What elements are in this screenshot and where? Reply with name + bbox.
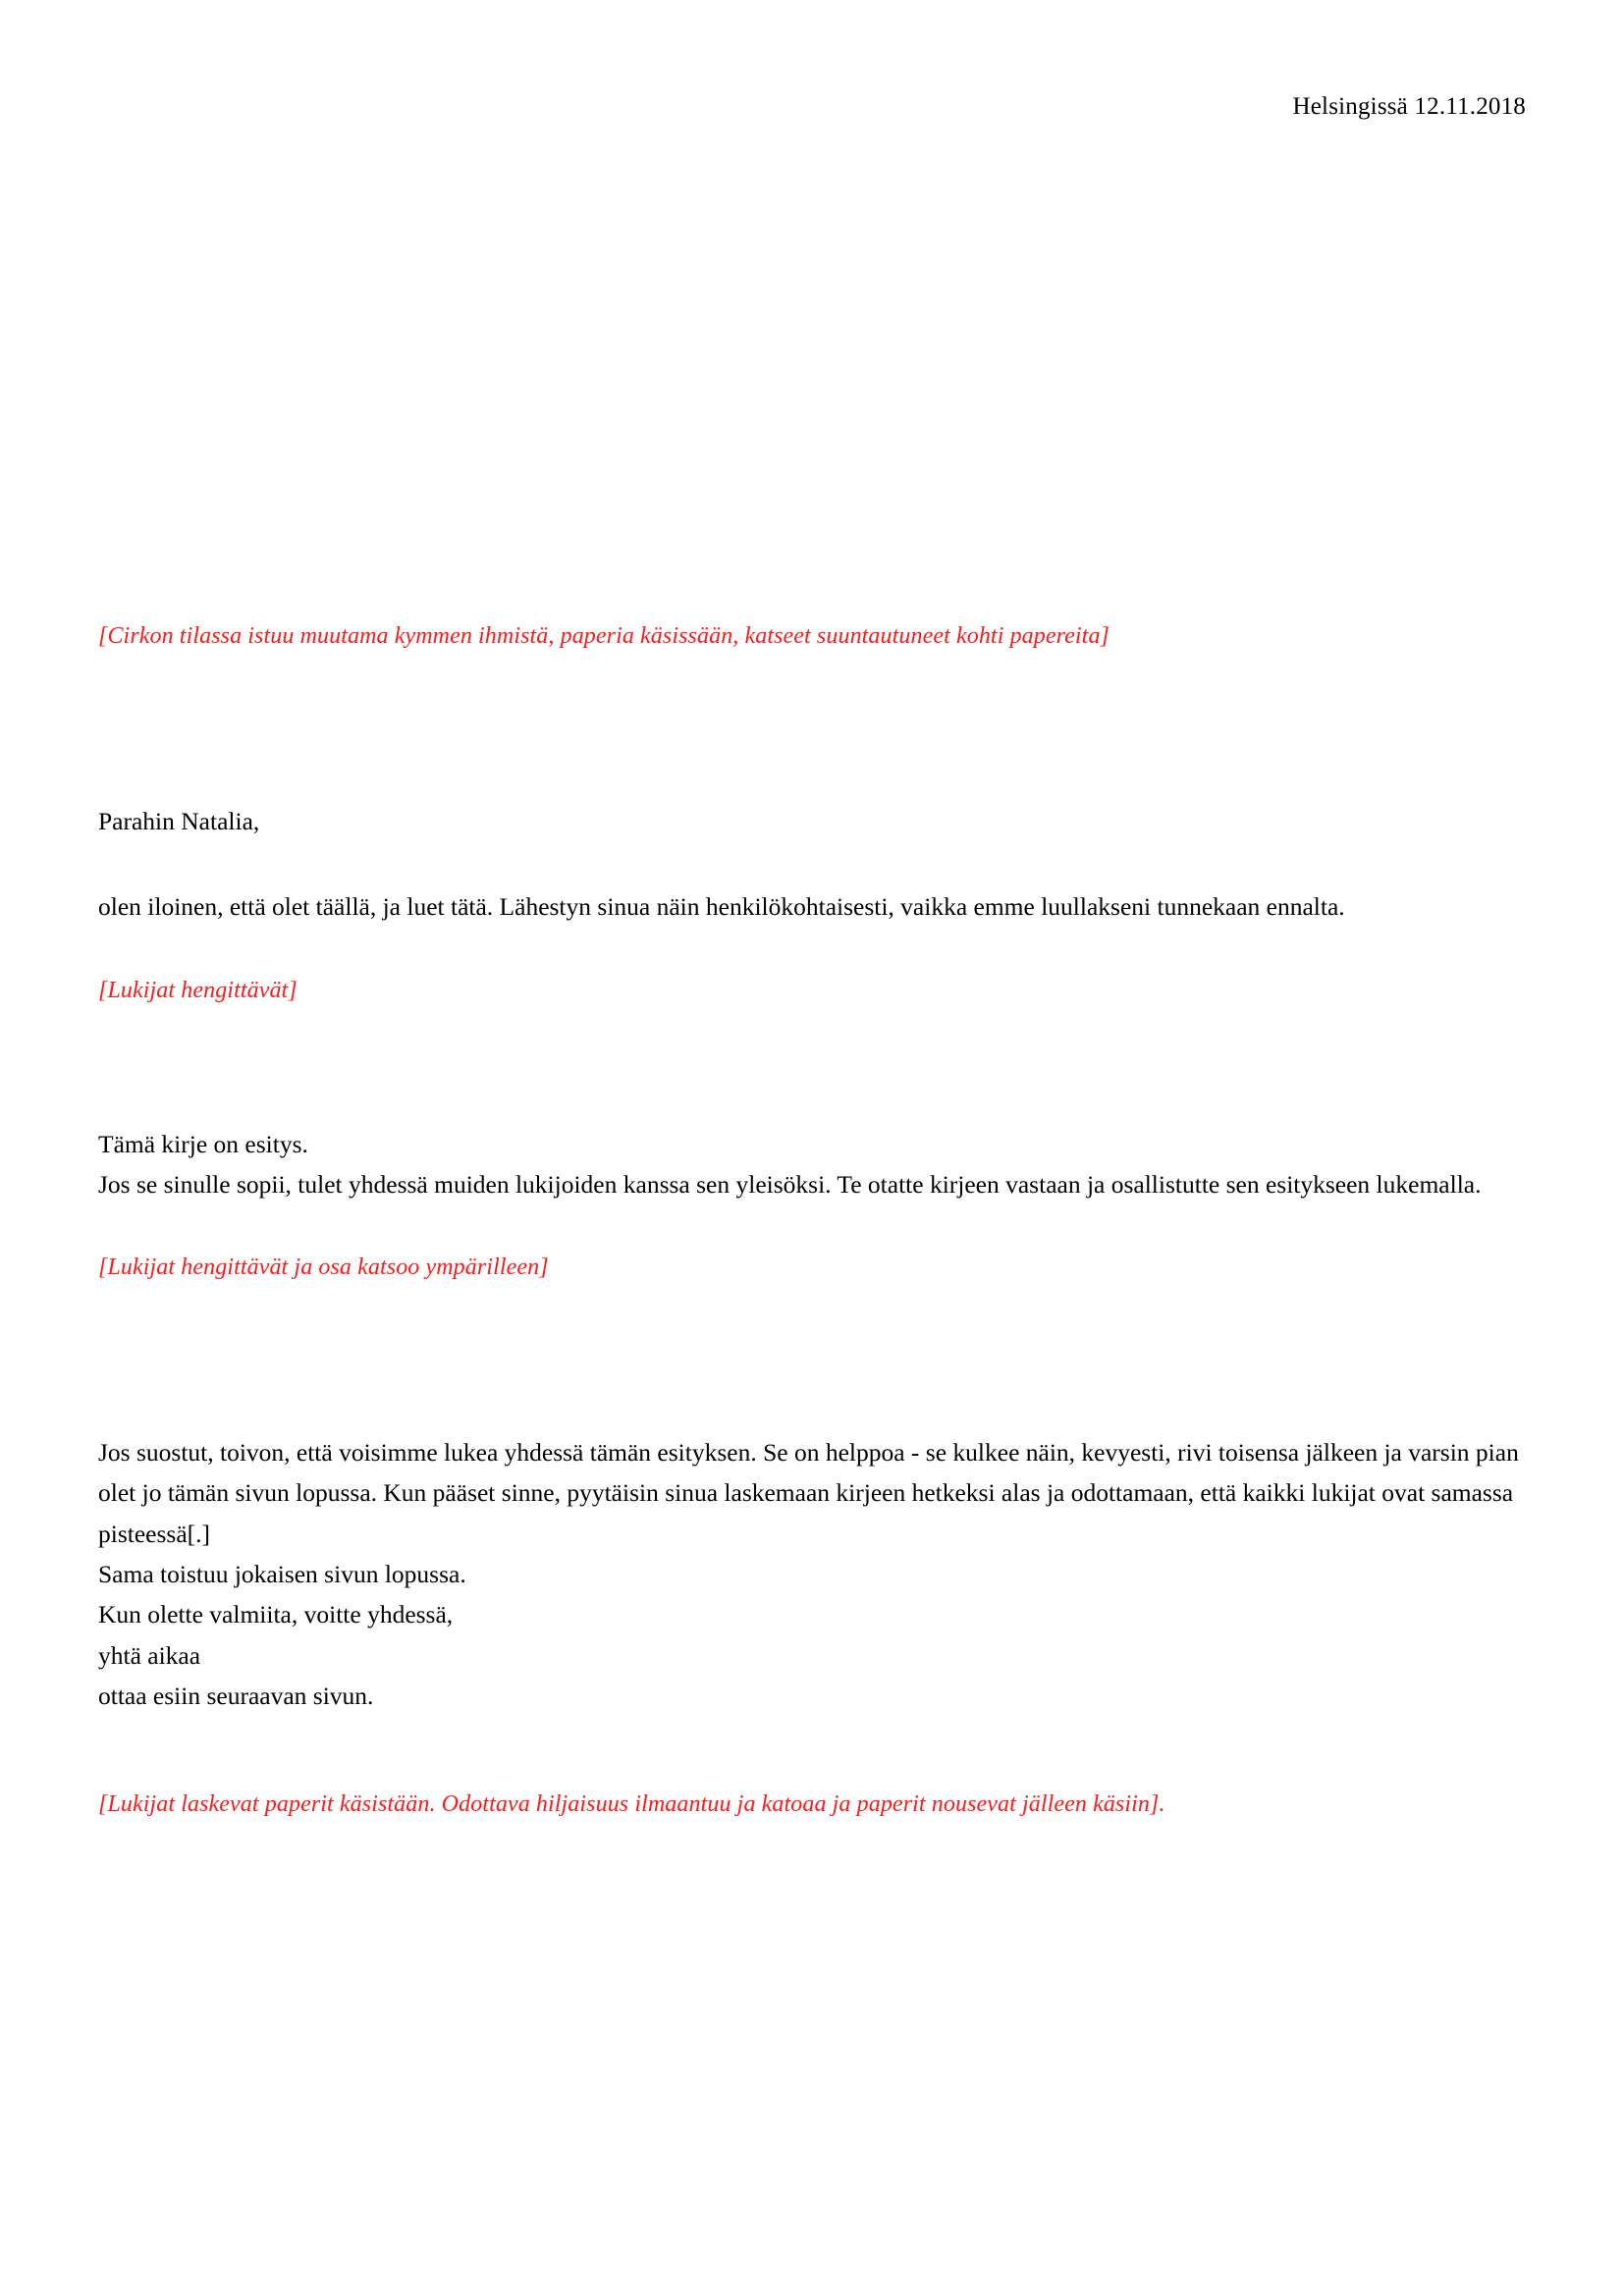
letter-body (98, 618, 1527, 1822)
paragraph-3-line-5: ottaa esiin seuraavan sivun. (98, 1681, 374, 1710)
paragraph-1: olen iloinen, että olet täällä, ja luet tätä. Lähestyn sinua näin henkilökohtaisesti, vaikka emme luullakseni tunnekaan ennalta. (98, 892, 1345, 922)
paragraph-2-line-1: Tämä kirje on esitys. (98, 1129, 308, 1158)
stage-direction-3: [Lukijat hengittävät ja osa katsoo ympärilleen] (98, 1255, 549, 1281)
paragraph-3-line-2: Sama toistuu jokaisen sivun lopussa. (98, 1560, 466, 1589)
spacer (98, 1716, 1527, 1787)
paragraph-3-line-1: Jos suostut, toivon, että voisimme lukea yhdessä tämän esityksen. Se on helppoa - se kulkee näin, kevyesti, rivi toisensa jälkeen ja varsin pian olet jo tämän sivun lopussa. Kun pääset sinne, pyytäisin sinua laskemaan kirjeen hetkeksi alas ja odottamaan, että kaikki lukijat ovat samassa pisteessä[.] (98, 1438, 1519, 1548)
paragraph-3-line-3: Kun olette valmiita, voitte yhdessä, (98, 1600, 454, 1629)
spacer (98, 1204, 1527, 1250)
salutation: Parahin Natalia, (98, 807, 260, 835)
paragraph-3-line-4: yhtä aikaa (98, 1640, 201, 1670)
stage-direction-1: [Cirkon tilassa istuu muutama kymmen ihmistä, paperia käsissään, katseet suuntautuneet kohti papereita] (98, 623, 1110, 649)
stage-direction-2: [Lukijat hengittävät] (98, 977, 298, 1003)
spacer (98, 654, 1527, 801)
stage-direction-4: [Lukijat laskevat paperit käsistään. Odottava hiljaisuus ilmaantuu ja katoaa ja paperit nousevat jälleen käsiin]. (98, 1791, 1165, 1818)
spacer (98, 1008, 1527, 1124)
date-line: Helsingissä 12.11.2018 (1292, 93, 1526, 120)
spacer (98, 841, 1527, 886)
paragraph-2-line-2: Jos se sinulle sopii, tulet yhdessä muiden lukijoiden kanssa sen yleisöksi. Te otatte kirjeen vastaan ja osallistutte sen esitykseen lukemalla. (98, 1169, 1482, 1199)
spacer (98, 928, 1527, 973)
spacer (98, 1285, 1527, 1432)
